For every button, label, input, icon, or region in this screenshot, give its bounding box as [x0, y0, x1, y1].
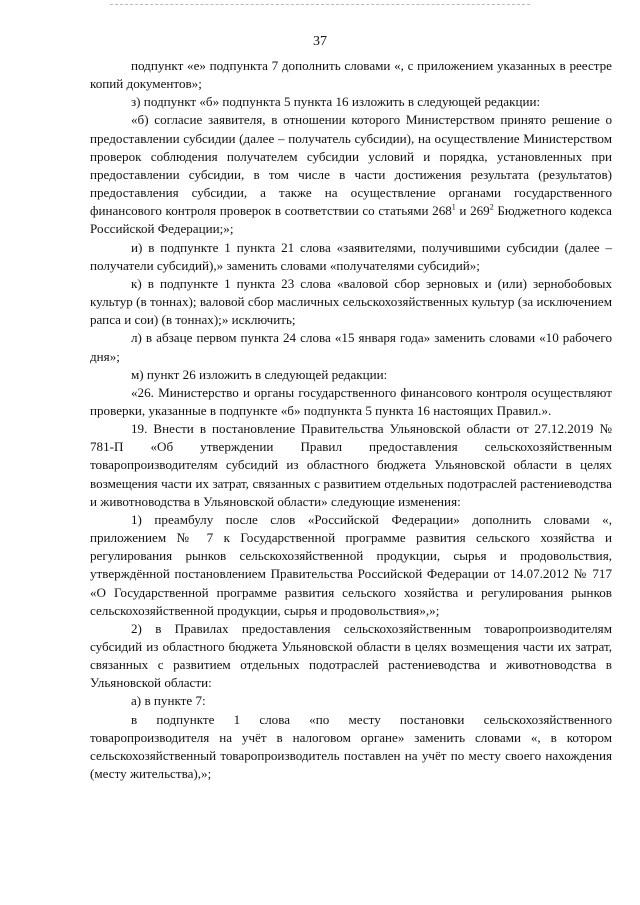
paragraph-7: м) пункт 26 изложить в следующей редакции:: [131, 366, 388, 382]
paragraph-2: з) подпункт «б» подпункта 5 пункта 16 изложить в следующей редакции:: [131, 94, 541, 110]
paragraph-11: 2) в Правилах предоставления сельскохозяйственным товаропроизводителям субсидий из областного бюджета Ульяновской области в целях возмещения части их затрат, связанных с развитием отдельных подотраслей растениеводства и животноводства в Ульяновской области:: [90, 620, 612, 691]
superscript-2: 2: [489, 202, 494, 212]
paragraph-13: в подпункте 1 слова «по месту постановки сельскохозяйственного товаропроизводителя на учёт в налоговом органе» заменить словами «, в котором сельскохозяйственный товаропроизводитель поставлен на учёт по месту своего нахождения (месту жительства),»;: [90, 711, 612, 782]
paragraph-5: к) в подпункте 1 пункта 23 слова «валовой сбор зерновых и (или) зернобобовых культур (в тоннах); валовой сбор масличных сельскохозяйственных культур (за исключением рапса и сои) (в тоннах);» исключить;: [90, 275, 612, 328]
paragraph-1: подпункт «е» подпункта 7 дополнить словами «, с приложением указанных в реестре копий документов»;: [90, 58, 612, 92]
paragraph-4: и) в подпункте 1 пункта 21 слова «заявителями, получившими субсидии (далее – получатели субсидий),» заменить словами «получателями субсидий»;: [90, 239, 612, 273]
paragraph-10: 1) преамбулу после слов «Российской Федерации» дополнить словами «, приложением № 7 к Государственной программе развития сельского хозяйства и регулирования рынков сельскохозяйственной продукции, сырья и продовольствия, утверждённой постановлением Правительства Российской Федерации от 14.07.2012 № 717 «О Государственной программе развития сельского хозяйства и регулирования рынков сельскохозяйственной продукции, сырья и продовольствия»,»;: [90, 511, 612, 618]
paragraph-3-part-c: Бюджетного кодекса Российской Федерации;»;: [90, 203, 612, 237]
scan-edge-marks: [110, 4, 530, 7]
paragraph-8: «26. Министерство и органы государственного финансового контроля осуществляют проверки, указанные в подпункте «б» подпункта 5 пункта 16 настоящих Правил.».: [90, 384, 612, 418]
paragraph-3-part-a: «б) согласие заявителя, в отношении которого Министерством принято решение о предоставлении субсидии (далее – получатель субсидии), на осуществление Министерством проверок соблюдения получателем субсидии условий и порядка, установленных при предоставлении субсидии, в том числе в части достижения результата (результатов) предоставления субсидии, а также на осуществление органами государственного финансового контроля проверок в соответствии со статьями 268: [90, 112, 612, 219]
paragraph-12: а) в пункте 7:: [131, 693, 206, 709]
paragraph-3-part-b: и 269: [455, 203, 490, 219]
page-number: 37: [313, 34, 327, 49]
paragraph-3: [90, 111, 612, 238]
paragraph-6: л) в абзаце первом пункта 24 слова «15 января года» заменить словами «10 рабочего дня»;: [90, 330, 612, 364]
superscript-1: 1: [451, 202, 456, 212]
paragraph-9: 19. Внести в постановление Правительства Ульяновской области от 27.12.2019 № 781-П «Об утверждении Правил предоставления сельскохозяйственным товаропроизводителям субсидий из областного бюджета Ульяновской области в целях возмещения части их затрат, связанных с развитием отдельных подотраслей растениеводства и животноводства в Ульяновской области» следующие изменения:: [90, 421, 612, 509]
document-body: [90, 57, 612, 783]
